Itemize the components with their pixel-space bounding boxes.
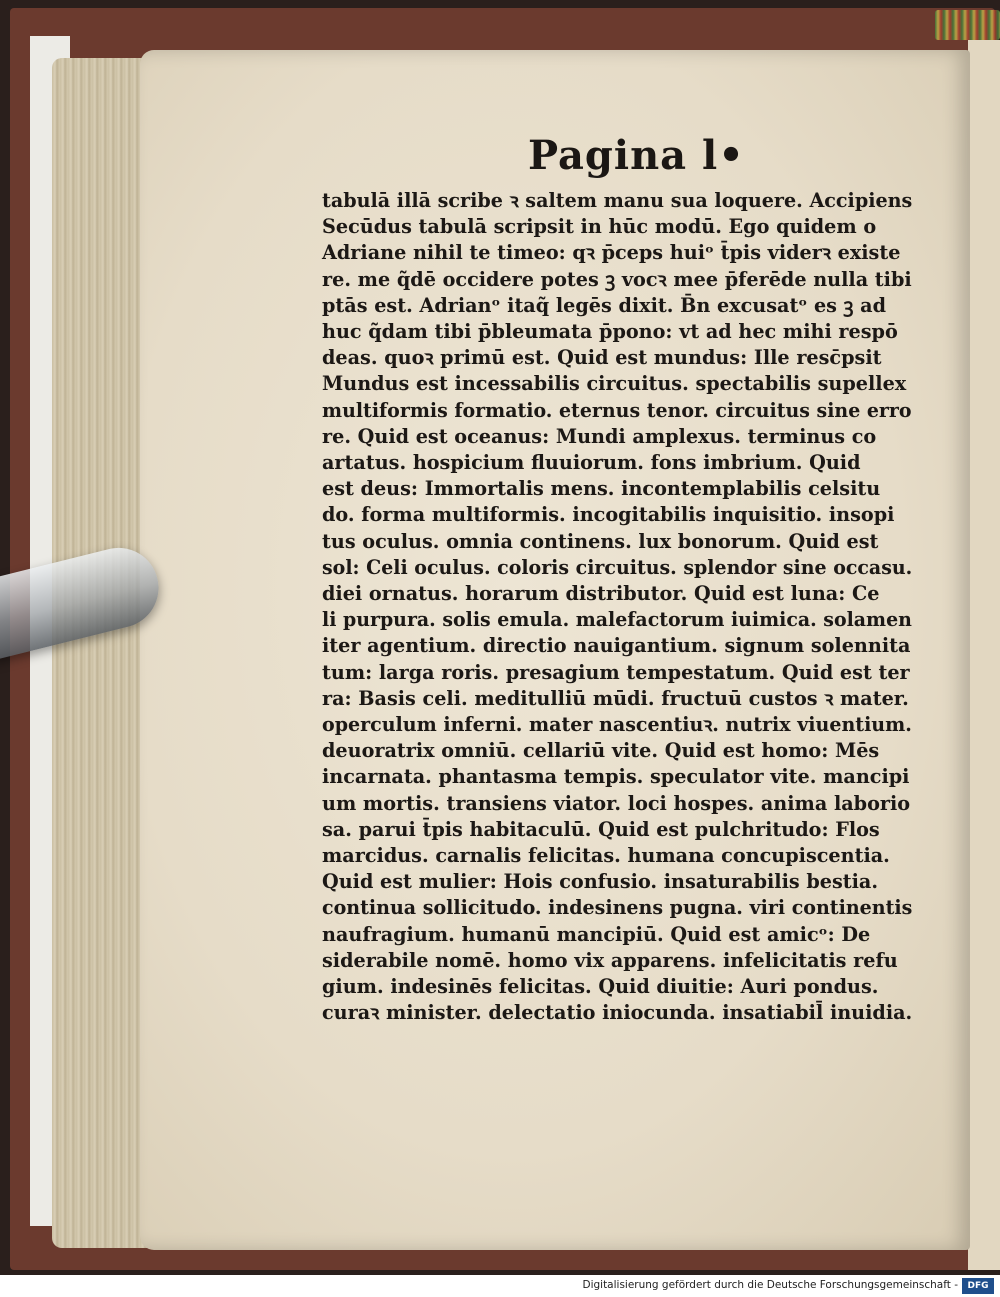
text-line: Quid est mulier: Hois confusio. insaturabilis bestia. xyxy=(322,870,879,894)
text-line: est deus: Immortalis mens. incontemplabilis celsitu xyxy=(322,477,881,501)
text-line: re. me q̃dē occidere potes ꝫ vocꝛ mee p̄ferēde nulla tibi xyxy=(322,267,912,291)
text-line: incarnata. phantasma tempis. speculator vite. mancipi xyxy=(322,765,910,789)
facing-page-edge xyxy=(968,40,1000,1270)
text-line: um mortis. transiens viator. loci hospes. anima laborio xyxy=(322,791,911,815)
funding-credit: Digitalisierung gefördert durch die Deutsche Forschungsgemeinschaft - xyxy=(582,1279,958,1291)
text-line: deuoratrix omniū. cellariū vite. Quid est homo: Mēs xyxy=(322,739,880,763)
text-line: ptās est. Adrianᵒ itaq̃ legēs dixit. B̄n excusatᵒ es ꝫ ad xyxy=(322,293,886,317)
page-heading: Pagina l• xyxy=(528,132,745,179)
bookmark-ribbon xyxy=(935,10,1000,40)
text-line: diei ornatus. horarum distributor. Quid est luna: Ce xyxy=(322,582,880,606)
text-line: artatus. hospicium fluuiorum. fons imbrium. Quid xyxy=(322,451,861,475)
dfg-logo: DFG xyxy=(962,1278,994,1294)
text-line: tus oculus. omnia continens. lux bonorum. Quid est xyxy=(322,529,879,553)
text-line: sol: Celi oculus. coloris circuitus. splendor sine occasu. xyxy=(322,555,913,579)
text-line: tum: larga roris. presagium tempestatum. Quid est ter xyxy=(322,660,910,684)
page-text xyxy=(322,188,912,1027)
text-line: sa. parui t̄pis habitaculū. Quid est pulchritudo: Flos xyxy=(322,817,880,841)
text-line: Adriane nihil te timeo: qꝛ p̄ceps huiᵒ t̄pis viderꝛ existe xyxy=(322,241,901,265)
text-line: naufragium. humanū mancipiū. Quid est amicᵒ: De xyxy=(322,922,871,946)
text-line: do. forma multiformis. incogitabilis inquisitio. insopi xyxy=(322,503,895,527)
text-line: re. Quid est oceanus: Mundi amplexus. terminus co xyxy=(322,424,877,448)
text-line: deas. quoꝛ primū est. Quid est mundus: Ille resc̄psit xyxy=(322,346,882,370)
text-line: continua sollicitudo. indesinens pugna. viri continentis xyxy=(322,896,913,920)
digitization-footer xyxy=(0,1275,1000,1297)
text-line: huc q̃dam tibi p̄bleumata p̄pono: vt ad hec mihi respō xyxy=(322,320,898,344)
text-line: ra: Basis celi. meditulliū mūdi. fructuū custos ꝛ mater. xyxy=(322,686,909,710)
text-line: marcidus. carnalis felicitas. humana concupiscentia. xyxy=(322,844,890,868)
text-line: operculum inferni. mater nascentiuꝛ. nutrix viuentium. xyxy=(322,713,912,737)
text-line: Secūdus tabulā scripsit in hūc modū. Ego quidem o xyxy=(322,215,877,239)
text-line: tabulā illā scribe ꝛ saltem manu sua loquere. Accipiens xyxy=(322,189,913,212)
text-line: Mundus est incessabilis circuitus. spectabilis supellex xyxy=(322,372,907,396)
text-line: multiformis formatio. eternus tenor. circuitus sine erro xyxy=(322,398,912,422)
text-line: li purpura. solis emula. malefactorum iuimica. solamen xyxy=(322,608,912,632)
text-line: curaꝛ minister. delectatio iniocunda. insatiabil̄ inuidia. xyxy=(322,1001,913,1025)
text-line: iter agentium. directio nauigantium. signum solennita xyxy=(322,634,911,658)
text-line: siderabile nomē. homo vix apparens. infelicitatis refu xyxy=(322,948,898,972)
text-line: gium. indesinēs felicitas. Quid diuitie: Auri pondus. xyxy=(322,975,879,999)
